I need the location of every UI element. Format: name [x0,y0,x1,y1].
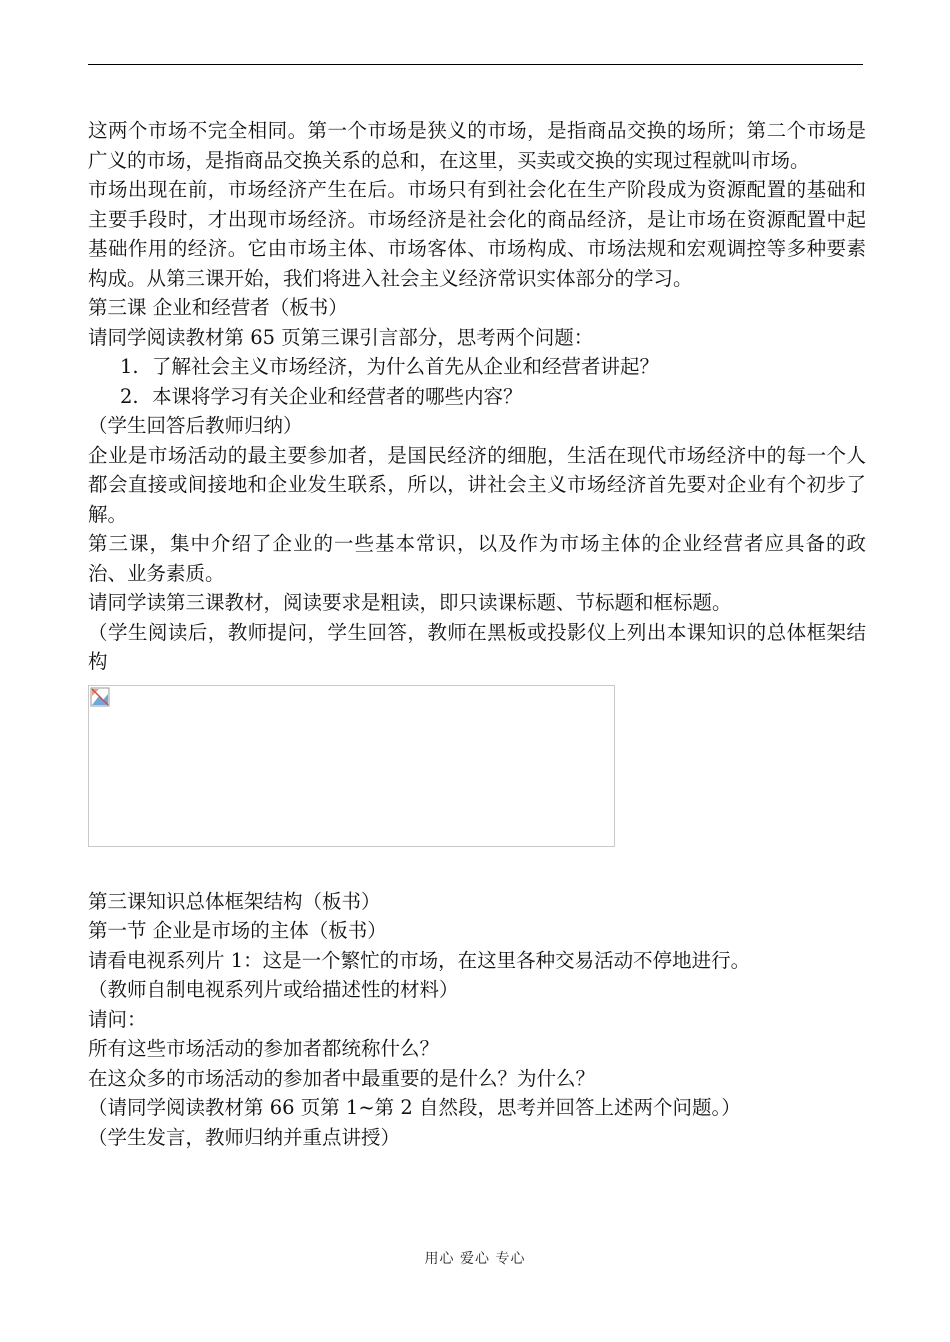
framework-heading: 第三课知识总体框架结构（板书） [88,889,381,913]
teacher-material-note: （教师自制电视系列片或给描述性的材料） [88,978,459,1001]
document-body [88,116,866,1152]
page-footer: 用心 爱心 专心 [424,1251,526,1267]
reading-prompt: 请同学阅读教材第 65 页第三课引言部分，思考两个问题： [88,325,594,349]
lesson-heading: 第三课 企业和经营者（板书） [88,296,348,319]
student-discussion-note: （学生发言，教师归纳并重点讲授） [88,1125,401,1149]
paragraph-enterprise: 企业是市场活动的最主要参加者，是国民经济的细胞，生活在现代市场经济中的每一个人都会直接或间接地和企业发生联系，所以，讲社会主义市场经济首先要对企业有个初步了解。 [88,443,866,526]
list-item: 1. 了解社会主义市场经济，为什么首先从企业和经营者讲起？ [120,355,660,378]
paragraph-two-markets: 这两个市场不完全相同。第一个市场是狭义的市场，是指商品交换的场所；第二个市场是广义的市场，是指商品交换关系的总和，在这里，买卖或交换的实现过程就叫市场。 [88,119,866,172]
reading-assignment-note: （请同学阅读教材第 66 页第 1~第 2 自然段，思考并回答上述两个问题。） [88,1096,741,1119]
question-one: 所有这些市场活动的参加者都统称什么？ [88,1037,440,1060]
teacher-summary-note: （学生回答后教师归纳） [88,414,303,437]
question-label: 请问： [88,1007,147,1031]
broken-image-icon [90,687,110,707]
question-two: 在这众多的市场活动的参加者中最重要的是什么？为什么？ [88,1066,596,1090]
list-item: 2. 本课将学习有关企业和经营者的哪些内容？ [120,384,523,408]
section-heading: 第一节 企业是市场的主体（板书） [88,919,387,942]
image-placeholder [88,685,615,847]
paragraph-framework-note: （学生阅读后，教师提问，学生回答，教师在黑板或投影仪上列出本课知识的总体框架结构 [88,620,866,673]
header-rule [88,64,863,65]
paragraph-lesson-three: 第三课，集中介绍了企业的一些基本常识，以及作为市场主体的企业经营者应具备的政治、业务素质。 [88,532,866,585]
paragraph-market-economy: 市场出现在前，市场经济产生在后。市场只有到社会化在生产阶段成为资源配置的基础和主要手段时，才出现市场经济。市场经济是社会化的商品经济，是让市场在资源配置中起基础作用的经济。它由市场主体、市场客体、市场构成、市场法规和宏观调控等多种要素构成。从第三课开始，我们将进入社会主义经济常识实体部分的学习。 [88,178,866,290]
tv-series-prompt: 请看电视系列片 1：这是一个繁忙的市场，在这里各种交易活动不停地进行。 [88,948,751,972]
paragraph-reading-requirement: 请同学读第三课教材，阅读要求是粗读，即只读课标题、节标题和框标题。 [88,591,732,614]
